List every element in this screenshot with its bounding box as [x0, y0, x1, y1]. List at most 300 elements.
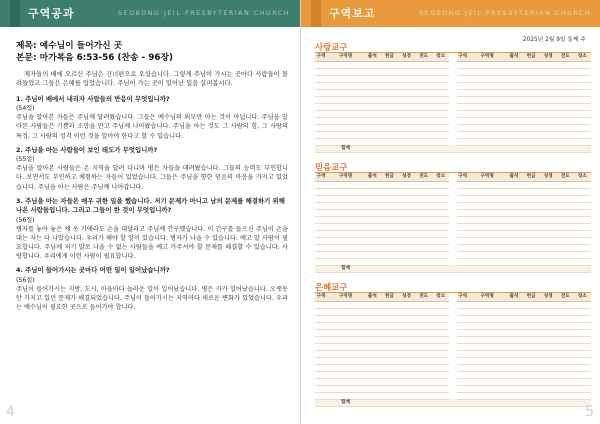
group-table	[315, 53, 591, 153]
table-cell	[457, 343, 469, 350]
table-cell	[469, 145, 506, 153]
table-cell	[557, 216, 574, 223]
table-cell	[327, 68, 364, 75]
table-cell	[398, 181, 415, 188]
table-cell	[557, 124, 574, 131]
table-cell	[398, 350, 415, 357]
question-3	[16, 197, 288, 262]
table-cell	[523, 117, 540, 124]
table-cell	[432, 61, 449, 68]
table-cell	[364, 188, 381, 195]
table-cell	[557, 336, 574, 343]
table-cell	[415, 89, 432, 96]
table-cell	[381, 301, 398, 308]
table-cell	[315, 110, 327, 117]
table-cell	[432, 364, 449, 371]
table-cell	[457, 350, 469, 357]
table-cell	[505, 96, 522, 103]
table-cell	[457, 244, 469, 251]
table-row	[315, 124, 591, 131]
answer-text: 병자를 놓아 놓은 채 옷 가에라도 손을 대달라고 주님께 간구했습니다. 이 간구를 들으신 주님이 손을 대는 자는 다 나았습니다. 우리가 해야 할 일이 있습니다. 병자가 나을 수 있습니다. 예고 알 사람이 필요합니다. 주님께 저기 발로 나올 수 없는 사람들을 예고 가주셔야 할 문제를 해결할 수 있습니다. 사랑합니다. 우리에게 이런 사람이 필요합니다.	[16, 225, 288, 261]
table-cell	[415, 68, 432, 75]
table-cell	[574, 315, 591, 322]
left-band-title: 구역공과	[28, 7, 75, 20]
table-cell	[469, 68, 506, 75]
table-cell	[457, 364, 469, 371]
table-row	[315, 75, 591, 82]
table-cell	[415, 392, 432, 399]
table-cell	[557, 301, 574, 308]
column-header: 장소	[574, 293, 591, 301]
table-cell	[327, 61, 364, 68]
table-cell	[505, 308, 522, 315]
table-cell	[557, 188, 574, 195]
table-cell	[327, 322, 364, 329]
table-cell	[505, 336, 522, 343]
table-cell	[415, 103, 432, 110]
table-cell	[432, 399, 449, 407]
table-cell	[505, 110, 522, 117]
table-cell	[315, 145, 327, 153]
table-cell	[327, 138, 364, 145]
table-cell	[505, 61, 522, 68]
table-cell	[398, 195, 415, 202]
table-cell	[315, 308, 327, 315]
table-cell	[540, 195, 557, 202]
table-cell	[469, 350, 506, 357]
table-cell	[574, 181, 591, 188]
table-row	[315, 188, 591, 195]
column-gap	[449, 209, 456, 216]
table-cell	[315, 244, 327, 251]
table-cell	[315, 329, 327, 336]
table-cell	[327, 124, 364, 131]
table-cell	[315, 392, 327, 399]
question-text: 1. 주님이 배에서 내리자 사람들의 반응이 무엇입니까?	[16, 94, 170, 103]
column-gap	[449, 244, 456, 251]
table-cell	[469, 258, 506, 265]
table-cell	[557, 145, 574, 153]
table-cell	[415, 138, 432, 145]
table-cell	[381, 61, 398, 68]
table-cell	[457, 378, 469, 385]
column-header: 헌금	[523, 173, 540, 181]
table-cell	[381, 230, 398, 237]
table-header-row	[315, 173, 591, 181]
table-cell	[557, 110, 574, 117]
right-header-band	[301, 0, 600, 27]
table-cell	[557, 181, 574, 188]
table-cell	[381, 258, 398, 265]
table-cell	[540, 392, 557, 399]
table-cell	[505, 371, 522, 378]
table-cell	[432, 223, 449, 230]
table-cell	[523, 329, 540, 336]
table-cell	[557, 378, 574, 385]
column-header: 장소	[432, 53, 449, 61]
table-cell	[381, 336, 398, 343]
table-row	[315, 89, 591, 96]
table-cell	[381, 75, 398, 82]
column-gap	[449, 68, 456, 75]
table-cell	[523, 343, 540, 350]
table-cell	[523, 75, 540, 82]
table-cell	[523, 371, 540, 378]
table-cell	[381, 202, 398, 209]
table-cell	[398, 322, 415, 329]
table-cell	[505, 103, 522, 110]
table-cell	[398, 216, 415, 223]
table-cell	[415, 364, 432, 371]
table-cell	[315, 265, 327, 273]
table-cell	[315, 322, 327, 329]
table-cell	[574, 103, 591, 110]
table-cell	[327, 82, 364, 89]
table-cell	[415, 209, 432, 216]
column-gap	[449, 336, 456, 343]
table-cell	[381, 223, 398, 230]
table-cell	[457, 301, 469, 308]
study-intro: 제자들의 배에 오르신 주님은 건너편으로 오셨습니다. 그렇게 주님이 가시는 곳마다 사람들이 몰려들었고 그들은 은혜를 입었습니다. 주님이 가는 곳이 일어난 일을 살펴봅시다.	[16, 71, 288, 88]
table-cell	[457, 223, 469, 230]
table-cell	[540, 82, 557, 89]
table-cell	[398, 265, 415, 273]
table-cell	[415, 82, 432, 89]
table-cell	[364, 216, 381, 223]
table-cell	[469, 378, 506, 385]
table-cell	[398, 237, 415, 244]
table-cell	[432, 103, 449, 110]
table-cell	[327, 244, 364, 251]
column-gap	[449, 53, 456, 61]
table-cell	[540, 202, 557, 209]
table-cell	[315, 82, 327, 89]
column-header: 전도	[557, 293, 574, 301]
table-cell	[505, 188, 522, 195]
table-cell	[557, 357, 574, 364]
table-cell	[457, 237, 469, 244]
column-header: 구역	[458, 294, 468, 300]
table-cell	[327, 223, 364, 230]
table-cell	[415, 350, 432, 357]
column-gap	[449, 202, 456, 209]
table-cell	[523, 364, 540, 371]
table-cell	[398, 364, 415, 371]
table-cell	[432, 322, 449, 329]
table-cell	[398, 138, 415, 145]
table-cell	[540, 315, 557, 322]
table-cell	[557, 329, 574, 336]
table-cell	[457, 131, 469, 138]
left-page-number: 4	[6, 404, 15, 420]
table-cell	[381, 392, 398, 399]
table-cell	[381, 329, 398, 336]
table-cell	[327, 188, 364, 195]
table-cell	[557, 209, 574, 216]
table-cell	[432, 202, 449, 209]
table-cell	[469, 202, 506, 209]
table-cell	[432, 89, 449, 96]
table-cell	[505, 357, 522, 364]
table-cell	[327, 357, 364, 364]
table-cell	[523, 350, 540, 357]
column-gap	[449, 230, 456, 237]
table-cell	[381, 96, 398, 103]
table-cell	[398, 385, 415, 392]
table-cell	[469, 195, 506, 202]
table-cell	[505, 68, 522, 75]
table-cell	[415, 75, 432, 82]
table-cell	[557, 131, 574, 138]
table-cell	[505, 392, 522, 399]
table-cell	[523, 103, 540, 110]
table-cell	[574, 110, 591, 117]
table-cell	[457, 315, 469, 322]
table-cell	[469, 216, 506, 223]
table-row	[315, 117, 591, 124]
table-cell	[457, 188, 469, 195]
table-cell	[540, 265, 557, 273]
table-cell	[327, 195, 364, 202]
column-gap	[449, 173, 456, 181]
table-cell	[364, 244, 381, 251]
table-cell	[469, 188, 506, 195]
table-cell	[364, 371, 381, 378]
column-header: 헌금	[523, 53, 540, 61]
column-gap	[449, 223, 456, 230]
column-header: 헌금	[523, 293, 540, 301]
table-cell	[432, 258, 449, 265]
table-cell	[540, 364, 557, 371]
table-cell	[523, 138, 540, 145]
question-2	[16, 146, 288, 192]
group-sarang	[315, 42, 591, 153]
table-cell	[432, 237, 449, 244]
table-cell	[381, 251, 398, 258]
table-cell	[364, 131, 381, 138]
table-cell	[415, 61, 432, 68]
table-cell	[315, 399, 327, 407]
table-cell	[469, 357, 506, 364]
table-cell	[574, 336, 591, 343]
table-cell	[381, 315, 398, 322]
table-cell	[469, 371, 506, 378]
study-passage: 본문: 마가복음 6:53-56 (찬송 - 96장)	[16, 53, 174, 63]
group-table	[315, 293, 591, 407]
table-cell	[432, 315, 449, 322]
table-cell	[557, 315, 574, 322]
table-cell	[327, 371, 364, 378]
column-header: 출석	[505, 293, 522, 301]
table-cell	[381, 209, 398, 216]
table-cell	[381, 117, 398, 124]
table-cell	[315, 96, 327, 103]
table-cell	[523, 216, 540, 223]
table-cell	[574, 61, 591, 68]
table-cell	[457, 138, 469, 145]
column-header: 전도	[557, 53, 574, 61]
table-cell	[505, 75, 522, 82]
table-cell	[523, 230, 540, 237]
group-name: 사랑교구	[315, 42, 348, 52]
question-reference: (54절)	[16, 105, 35, 113]
table-cell	[540, 75, 557, 82]
table-cell	[469, 223, 506, 230]
table-cell	[315, 131, 327, 138]
table-cell	[381, 364, 398, 371]
table-cell	[381, 308, 398, 315]
table-cell	[457, 385, 469, 392]
table-cell	[315, 223, 327, 230]
table-cell	[432, 124, 449, 131]
table-cell	[432, 216, 449, 223]
table-cell	[432, 68, 449, 75]
table-cell	[364, 301, 381, 308]
table-cell	[364, 329, 381, 336]
table-cell	[457, 322, 469, 329]
column-header: 전도	[415, 53, 432, 61]
answer-text: 주님을 알아본 사람들은 온 지역을 달려 다니며 병든 자들을 데려왔습니다. 그들의 능력도 부인합니다. 보면서도 부인하고 체험하는 자들이 있었습니다. 그들은 주님을 향한 믿음의 마음을 가지고 있었습니다. 주님을 아는 사람은 주님께 나아갑니다.	[16, 165, 288, 191]
table-cell	[505, 343, 522, 350]
table-cell	[574, 138, 591, 145]
table-cell	[469, 308, 506, 315]
table-cell	[574, 378, 591, 385]
total-label: 합계	[327, 399, 364, 407]
table-row	[315, 216, 591, 223]
table-cell	[327, 237, 364, 244]
table-cell	[415, 357, 432, 364]
table-cell	[364, 68, 381, 75]
table-cell	[523, 258, 540, 265]
table-cell	[432, 117, 449, 124]
table-cell	[327, 364, 364, 371]
group-header	[315, 42, 591, 53]
group-header	[315, 282, 591, 293]
table-cell	[574, 68, 591, 75]
table-cell	[540, 68, 557, 75]
table-cell	[540, 399, 557, 407]
table-cell	[364, 96, 381, 103]
table-row	[315, 336, 591, 343]
table-cell	[523, 68, 540, 75]
answer-text: 주님이 들어가시는 지방, 도시, 마을마다 놀라운 일이 일어났습니다. 병든 자가 일어났습니다. 오랫동안 가지고 있던 문제가 해결되었습니다. 주님이 들어가시는 지역마다 새로운 변화가 있었습니다. 우리는 예수님이 필요한 곳으로 들어가야 합니다.	[16, 285, 288, 312]
column-header: 성경	[398, 53, 415, 61]
table-cell	[415, 202, 432, 209]
table-cell	[398, 117, 415, 124]
table-cell	[398, 61, 415, 68]
column-header: 구역	[458, 174, 468, 180]
table-cell	[398, 315, 415, 322]
table-cell	[381, 399, 398, 407]
table-cell	[327, 308, 364, 315]
table-cell	[457, 202, 469, 209]
group-name: 은혜교구	[315, 282, 348, 292]
table-cell	[469, 251, 506, 258]
table-cell	[469, 82, 506, 89]
table-cell	[505, 202, 522, 209]
table-row	[315, 96, 591, 103]
table-cell	[540, 230, 557, 237]
table-cell	[364, 265, 381, 273]
table-cell	[574, 223, 591, 230]
table-cell	[364, 82, 381, 89]
table-cell	[315, 202, 327, 209]
column-gap	[449, 343, 456, 350]
table-cell	[557, 399, 574, 407]
table-cell	[381, 357, 398, 364]
column-gap	[449, 103, 456, 110]
table-cell	[364, 343, 381, 350]
column-header: 장소	[432, 293, 449, 301]
table-cell	[574, 237, 591, 244]
table-cell	[415, 343, 432, 350]
column-gap	[449, 251, 456, 258]
table-cell	[315, 61, 327, 68]
table-cell	[523, 308, 540, 315]
table-cell	[505, 322, 522, 329]
table-cell	[415, 124, 432, 131]
table-cell	[457, 392, 469, 399]
table-row	[315, 131, 591, 138]
right-band-title: 구역보고	[329, 7, 376, 20]
table-cell	[557, 265, 574, 273]
table-cell	[364, 251, 381, 258]
table-cell	[364, 195, 381, 202]
table-cell	[415, 399, 432, 407]
column-header: 출석	[505, 173, 522, 181]
table-cell	[469, 237, 506, 244]
table-cell	[505, 117, 522, 124]
table-cell	[574, 392, 591, 399]
table-cell	[381, 89, 398, 96]
table-cell	[540, 329, 557, 336]
column-header: 구역명	[469, 293, 506, 301]
table-cell	[505, 399, 522, 407]
table-row	[315, 209, 591, 216]
table-cell	[415, 371, 432, 378]
table-cell	[505, 251, 522, 258]
table-cell	[505, 301, 522, 308]
table-cell	[381, 181, 398, 188]
right-page	[300, 0, 600, 424]
table-cell	[449, 145, 456, 153]
table-cell	[457, 89, 469, 96]
report-date: 2025년 2월 9일 둘째 주	[522, 37, 586, 43]
table-cell	[540, 145, 557, 153]
table-cell	[315, 315, 327, 322]
table-cell	[364, 230, 381, 237]
column-gap	[449, 96, 456, 103]
table-cell	[557, 223, 574, 230]
table-cell	[398, 96, 415, 103]
table-cell	[398, 251, 415, 258]
table-cell	[574, 75, 591, 82]
table-cell	[540, 103, 557, 110]
table-cell	[398, 378, 415, 385]
table-cell	[381, 195, 398, 202]
table-cell	[398, 188, 415, 195]
column-gap	[449, 371, 456, 378]
table-cell	[415, 188, 432, 195]
table-cell	[327, 110, 364, 117]
table-row	[315, 251, 591, 258]
table-cell	[557, 61, 574, 68]
table-cell	[457, 399, 469, 407]
column-gap	[449, 82, 456, 89]
table-cell	[457, 145, 469, 153]
table-cell	[540, 322, 557, 329]
column-gap	[449, 110, 456, 117]
